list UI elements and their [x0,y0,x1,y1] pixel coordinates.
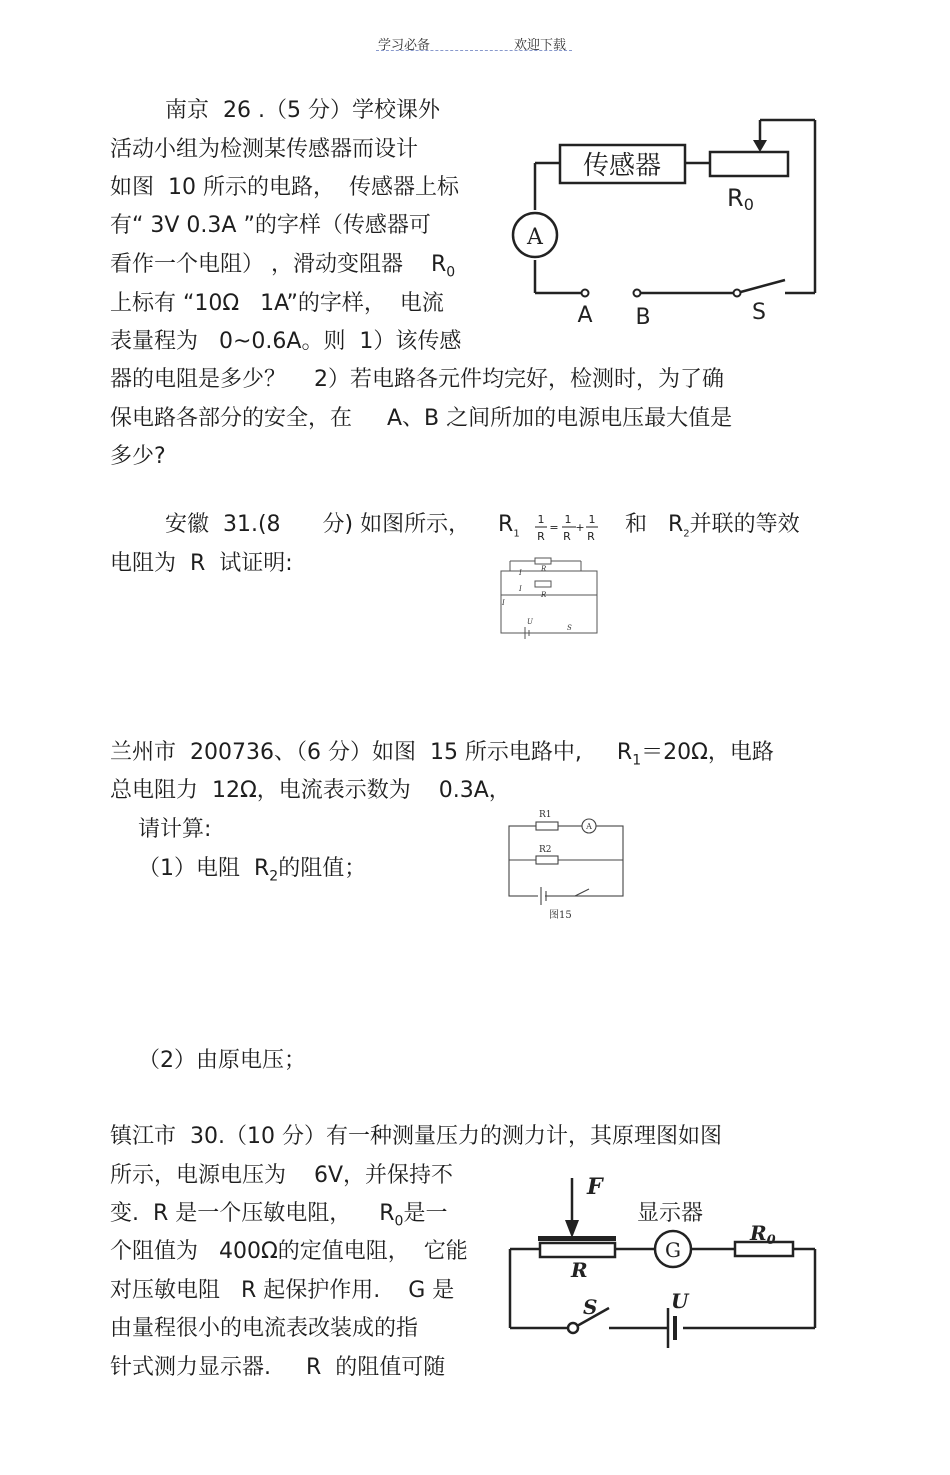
r0-label: R0 [727,184,754,214]
svg-text:U: U [527,618,533,626]
svg-text:R: R [563,530,571,543]
terminal-a-label: A [577,303,593,328]
svg-text:+: + [575,521,585,534]
switch-pivot [734,290,741,297]
ammeter-label: A [527,225,543,250]
p4-line-7: 针式测力显示器. R 的阻值可随 [110,1355,446,1380]
svg-text:R: R [587,530,595,543]
p3-line-5: （2）由原电压； [138,1048,306,1073]
svg-text:U: U [671,1289,689,1313]
p2-circuit-diagram [495,557,600,642]
svg-text:R: R [537,530,545,543]
p1-line-5: 看作一个电阻） ，滑动变阻器 $R_0$ [110,252,456,281]
p2-line-1: 安徽 31.(8 分) 如图所示， $R_1$ [165,512,520,540]
p1-line-1: 南京 26 .（5 分）学校课外 [165,98,440,123]
p2-formula [534,510,614,554]
svg-text:R: R [571,1258,588,1282]
switch-label: S [752,300,766,325]
svg-text:R: R [541,591,547,599]
p1-circuit-diagram [505,110,825,330]
rheostat-slider-arrow [753,140,767,152]
p3-line-2: 总电阻力 12Ω，电流表示数为 0.3A， [110,778,511,803]
svg-text:A: A [586,822,592,831]
p3-line-3: 请计算: [138,817,212,842]
p4-line-3: 变. R 是一个压敏电阻， $R_0$是一 [110,1201,448,1230]
svg-text:1: 1 [564,513,572,526]
header-left: 学习必备 [378,38,431,53]
p1-line-10: 多少? [110,444,166,469]
p1-line-4: 有“ 3V 0.3A ”的字样（传感器可 [110,213,431,238]
svg-text:G: G [665,1238,681,1262]
p4-line-4: 个阻值为 400Ω的定值电阻， 它能 [110,1239,468,1264]
svg-text:1: 1 [537,513,545,526]
header-divider [376,50,572,51]
svg-text:S: S [567,624,572,632]
p1-line-7: 表量程为 0~0.6A。则 1）该传感 [110,329,462,354]
svg-text:S: S [583,1295,598,1319]
svg-text:显示器: 显示器 [637,1201,704,1226]
header-right: 欢迎下载 [514,38,567,53]
pressure-resistor-r [540,1243,615,1257]
p3-line-4: （1）电阻 $R_2$的阻值； [138,856,367,885]
p1-r0-subscript: 0 [446,264,456,281]
terminal-a [582,290,589,297]
pressure-plate [538,1236,616,1241]
svg-text:F: F [587,1174,603,1200]
p4-line-1: 镇江市 30.（10 分）有一种测量压力的测力计，其原理图如图 [110,1124,722,1149]
p4-line-6: 由量程很小的电流表改装成的指 [110,1316,419,1341]
force-arrow-head [565,1220,579,1238]
p3-circuit-diagram [505,805,630,923]
terminal-b [634,290,641,297]
p2-line-1-cont: 和 $R_2$并联的等效 [625,512,800,540]
svg-text:=: = [549,521,559,534]
p4-line-2: 所示，电源电压为 6V，并保持不 [110,1163,454,1188]
p1-line-8: 器的电阻是多少？ 2）若电路各元件均完好，检测时，为了确 [110,367,724,392]
p1-line-9: 保电路各部分的安全，在 A、B 之间所加的电源电压最大值是 [110,406,733,431]
p1-line-2: 活动小组为检测某传感器而设计 [110,137,419,162]
svg-text:1: 1 [588,513,596,526]
svg-text:I: I [519,585,522,593]
svg-text:I: I [519,569,522,577]
p1-line-3: 如图 10 所示的电路， 传感器上标 [110,175,459,200]
svg-text:R0: $R_0$ [750,1221,776,1248]
terminal-b-label: B [635,305,651,330]
p4-line-5: 对压敏电阻 R 起保护作用. G 是 [110,1278,455,1303]
p4-circuit-diagram [505,1168,825,1353]
svg-text:R2: R2 [539,845,552,855]
svg-text:图15: 图15 [549,910,572,921]
p1-line-6: 上标有 “10Ω 1A”的字样， 电流 [110,291,444,316]
switch-pivot [568,1323,578,1333]
svg-text:R: R [541,565,547,573]
rheostat-r0 [710,152,788,176]
p2-line-2: 电阻为 R 试证明: [110,551,293,576]
sensor-label: 传感器 [582,151,662,181]
svg-text:I: I [502,599,505,607]
p3-line-1: 兰州市 200736、（6 分）如图 15 所示电路中, $R_1=20\Omega$，电路 [110,740,774,769]
svg-text:R1: R1 [539,810,552,820]
